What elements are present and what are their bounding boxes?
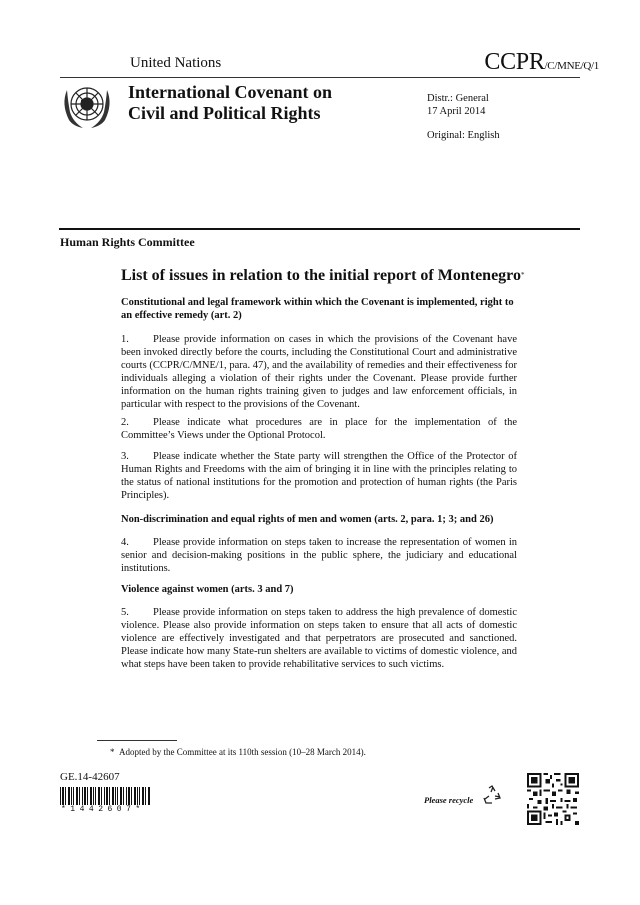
paragraph-text: Please indicate whether the State party will strengthen the Office of the Protector of Human Rights and Freedoms with the aim of bringing it in line with the principles relating to the status of national institutions for the promotion and protection of human rights (the Paris Principles).	[121, 451, 517, 501]
document-symbol	[484, 49, 599, 76]
original-language: Original: English	[427, 130, 500, 141]
paragraph-text: Please provide information on steps taken to address the high prevalence of domestic violence. Please also provide information on steps taken to ensure that all acts of domestic violence are effectively investigated and that perpetrators are prosecuted and sanctioned. Please indicate how many State-run shelters are available to victims of domestic violence, and what steps have been taken to provide rehabilitative services to such victims.	[121, 607, 517, 670]
paragraph	[121, 450, 517, 502]
barcode-icon	[60, 787, 150, 805]
paragraph-text: Please provide information on steps taken to increase the representation of women in senior and decision-making positions in the public sphere, the judiciary and educational institutions.	[121, 537, 517, 574]
paragraph-text: Please provide information on cases in which the provisions of the Covenant have been invoked directly before the courts, including the Constitutional Court and administrative courts (CCPR/C/MNE/1, para. 47), and the availability of remedies and their effectiveness for individuals alleging a violation of their rights under the Covenant. Please provide further information on the human rights training given to judges and law enforcement officials, in particular with respect to the provisions of the Covenant.	[121, 334, 517, 410]
un-emblem-icon	[59, 80, 115, 132]
section-heading: Non-discrimination and equal rights of men and women (arts. 2, para. 1; 3; and 26)	[121, 514, 494, 525]
organization-name: United Nations	[130, 55, 222, 71]
paragraph	[121, 416, 517, 442]
paragraph-text: Please indicate what procedures are in place for the implementation of the Committee’s Views under the Optional Protocol.	[121, 417, 517, 441]
committee-rule	[59, 228, 580, 230]
page-title	[121, 267, 524, 285]
footnote-rule	[97, 740, 177, 741]
section-heading: Constitutional and legal framework within which the Covenant is implemented, right to an effective remedy (art. 2)	[121, 297, 514, 321]
footnote	[110, 747, 366, 757]
barcode-text: *1442607*	[61, 805, 145, 814]
recycle-label: Please recycle	[424, 795, 474, 805]
covenant-title-line1: International Covenant on	[128, 82, 333, 102]
distribution: Distr.: General	[427, 93, 489, 104]
title-footnote-marker: *	[520, 271, 525, 279]
section-heading: Violence against women (arts. 3 and 7)	[121, 584, 294, 595]
recycle-icon	[481, 784, 503, 806]
covenant-title	[128, 82, 332, 124]
document-date: 17 April 2014	[427, 105, 486, 117]
paragraph-number: 5.	[121, 607, 129, 618]
footnote-marker: *	[110, 747, 115, 757]
distribution-block	[427, 93, 489, 118]
committee-name: Human Rights Committee	[60, 235, 195, 249]
paragraph-number: 4.	[121, 537, 129, 548]
job-number: GE.14-42607	[60, 771, 120, 783]
paragraph-number: 3.	[121, 451, 129, 462]
symbol-suffix: /C/MNE/Q/1	[544, 60, 599, 72]
title-text: List of issues in relation to the initial report of Montenegro	[121, 267, 521, 284]
paragraph-number: 1.	[121, 334, 129, 345]
symbol-main: CCPR	[484, 49, 545, 75]
paragraph	[121, 536, 517, 575]
header-rule	[60, 77, 580, 78]
paragraph	[121, 606, 517, 671]
qr-code-icon	[527, 773, 579, 825]
footnote-text: Adopted by the Committee at its 110th session (10–28 March 2014).	[119, 747, 366, 757]
covenant-title-line2: Civil and Political Rights	[128, 103, 321, 123]
paragraph-number: 2.	[121, 417, 129, 428]
paragraph	[121, 333, 517, 411]
